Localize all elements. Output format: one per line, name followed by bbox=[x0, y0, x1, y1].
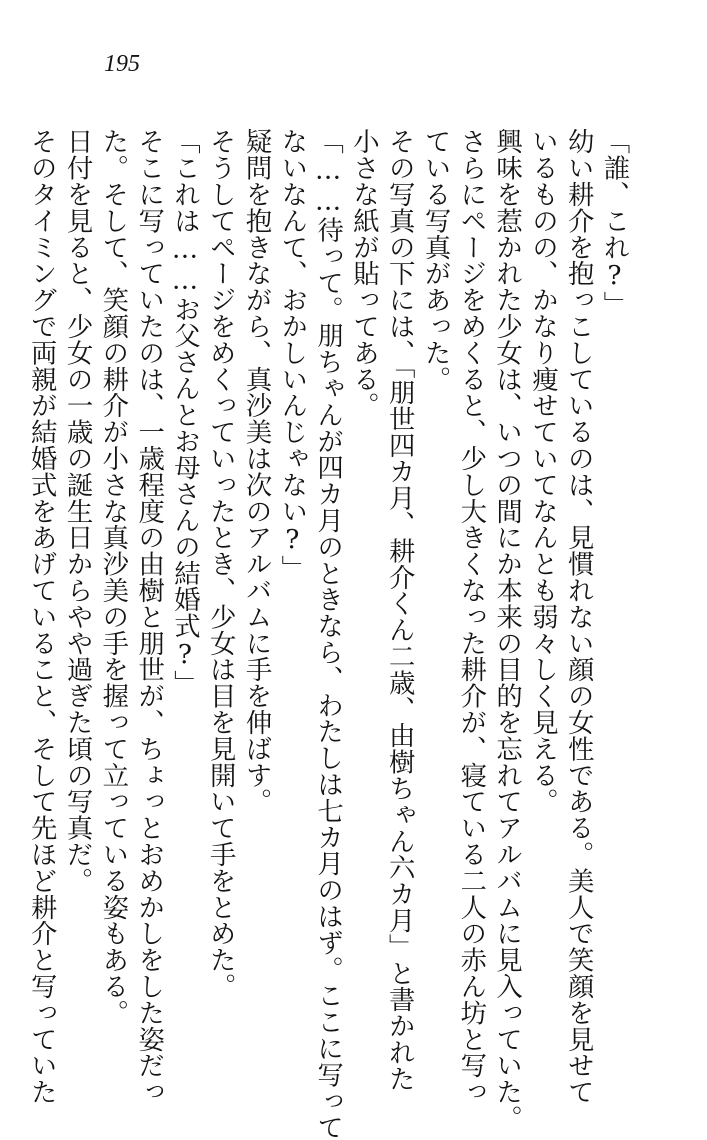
text-line-10: ないなんて、おかしいんじゃない?」 bbox=[276, 128, 308, 582]
text-line-4: 興味を惹かれた少女は、いつの間にか本来の目的を忘れてアルバムに見入っていた。 bbox=[491, 128, 523, 1132]
text-line-7: その写真の下には、「朋世四カ月、耕介くん二歳、由樹ちゃん六カ月」と書かれた bbox=[384, 128, 416, 1092]
text-line-9: 「……待って。朋ちゃんが四カ月のときなら、わたしは七カ月のはず。ここに写って bbox=[312, 128, 344, 1140]
text-line-16: 日付を見ると、少女の一歳の誕生日からやや過ぎた頃の写真だ。 bbox=[62, 128, 94, 894]
page-number: 195 bbox=[104, 51, 140, 77]
text-line-8: 小さな紙が貼ってある。 bbox=[348, 128, 380, 419]
text-line-12: そうしてページをめくっていったとき、少女は目を見開いて手をとめた。 bbox=[205, 128, 237, 1000]
text-line-6: ている写真があった。 bbox=[420, 128, 452, 392]
body-text bbox=[26, 128, 630, 1140]
text-line-3: いるものの、かなり痩せていてなんとも弱々しく見える。 bbox=[527, 128, 559, 815]
text-line-11: 疑問を抱きながら、真沙美は次のアルバムに手を伸ばす。 bbox=[241, 128, 273, 815]
text-line-2: 幼い耕介を抱っこしているのは、見慣れない顔の女性である。美人で笑顔を見せて bbox=[563, 128, 595, 1105]
text-line-14: そこに写っていたのは、一歳程度の由樹と朋世が、ちょっとおめかしをした姿だっ bbox=[133, 128, 165, 1105]
text-line-17: そのタイミングで両親が結婚式をあげていること、そして先ほど耕介と写っていた bbox=[26, 128, 58, 1105]
text-line-13: 「これは……お父さんとお母さんの結婚式?」 bbox=[169, 128, 201, 697]
text-line-1: 「誰、これ?」 bbox=[599, 128, 630, 318]
text-line-15: た。そして、笑顔の耕介が小さな真沙美の手を握って立っている姿もある。 bbox=[97, 128, 129, 1026]
text-line-5: さらにページをめくると、少し大きくなった耕介が、寝ている二人の赤ん坊と写っ bbox=[455, 128, 487, 1105]
